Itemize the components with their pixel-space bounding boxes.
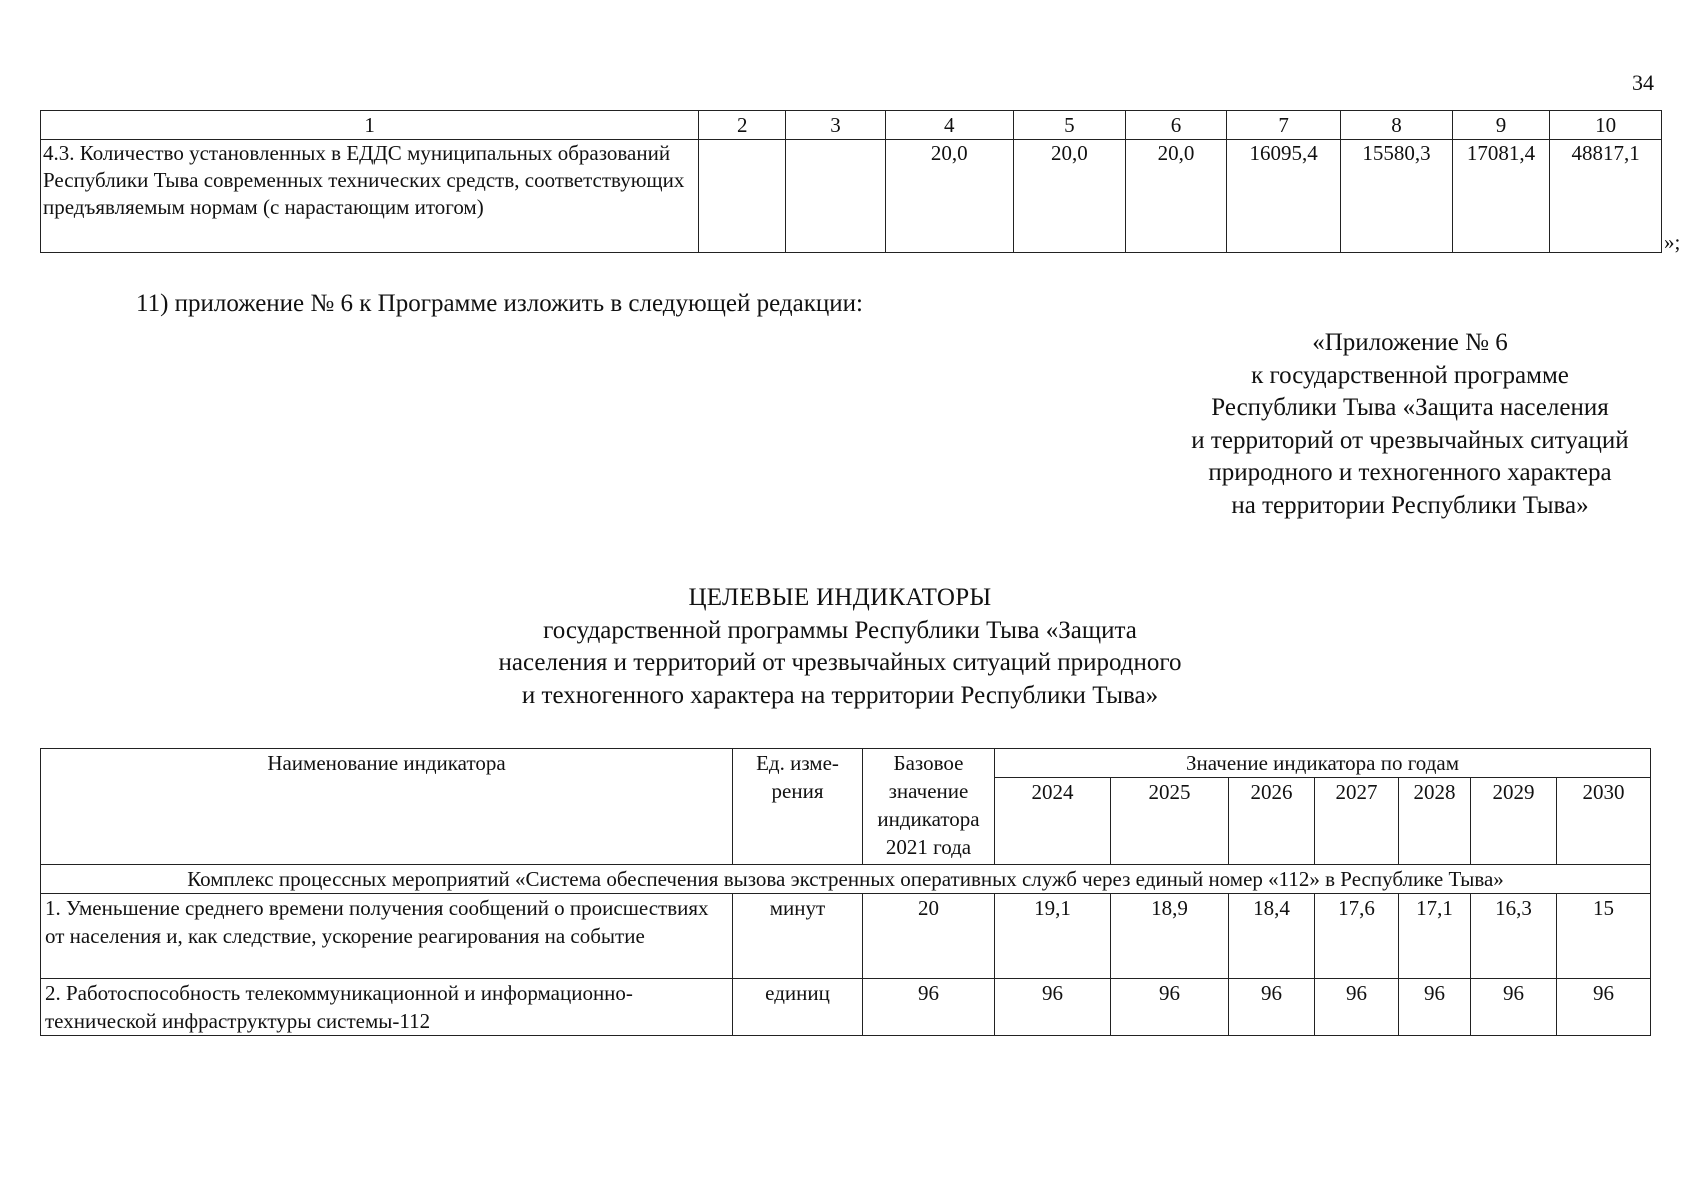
col-number: 1 bbox=[41, 111, 699, 140]
table-row bbox=[41, 894, 1651, 979]
section-row bbox=[41, 865, 1651, 894]
table-row bbox=[41, 979, 1651, 1036]
document-title bbox=[400, 582, 1280, 712]
header-year: 2029 bbox=[1471, 778, 1557, 865]
indicator-name: 4.3. Количество установленных в ЕДДС муниципальных образований Республики Тыва современных технических средств, соответствующих предъявляемым нормам (с нарастающим итогом) bbox=[41, 140, 699, 253]
col-number: 8 bbox=[1341, 111, 1453, 140]
cell-value: 15580,3 bbox=[1341, 140, 1453, 253]
indicator-value: 17,6 bbox=[1315, 894, 1399, 979]
top-table bbox=[40, 110, 1662, 253]
col-number: 4 bbox=[885, 111, 1013, 140]
indicator-value: 96 bbox=[1229, 979, 1315, 1036]
title-line: населения и территорий от чрезвычайных ситуаций природного bbox=[498, 649, 1182, 676]
header-year: 2027 bbox=[1315, 778, 1399, 865]
header-year: 2030 bbox=[1557, 778, 1651, 865]
indicator-value: 18,4 bbox=[1229, 894, 1315, 979]
instruction-text: 11) приложение № 6 к Программе изложить в следующей редакции: bbox=[136, 290, 863, 317]
cell-value: 48817,1 bbox=[1550, 140, 1662, 253]
appendix-line: природного и техногенного характера bbox=[1208, 459, 1612, 486]
appendix-line: Республики Тыва «Защита населения bbox=[1211, 394, 1609, 421]
header-year: 2024 bbox=[995, 778, 1111, 865]
col-number: 5 bbox=[1013, 111, 1125, 140]
indicator-value: 96 bbox=[1315, 979, 1399, 1036]
closing-quote: »; bbox=[1664, 230, 1681, 254]
section-title: Комплекс процессных мероприятий «Система обеспечения вызова экстренных оперативных служб через единый номер «112» в Республике Тыва» bbox=[41, 865, 1651, 894]
appendix-line: и территорий от чрезвычайных ситуаций bbox=[1191, 426, 1629, 454]
cell-value: 20,0 bbox=[885, 140, 1013, 253]
indicator-base: 20 bbox=[863, 894, 995, 979]
indicator-unit: минут bbox=[733, 894, 863, 979]
col-number: 3 bbox=[786, 111, 885, 140]
indicator-value: 19,1 bbox=[995, 894, 1111, 979]
indicator-name: 1. Уменьшение среднего времени получения сообщений о происшествиях от населения и, как следствие, ускорение реагирования на событие bbox=[41, 894, 733, 979]
col-number: 9 bbox=[1452, 111, 1549, 140]
indicator-value: 96 bbox=[1557, 979, 1651, 1036]
title-line: государственной программы Республики Тыва «Защита bbox=[543, 616, 1137, 644]
indicator-value: 96 bbox=[1471, 979, 1557, 1036]
indicators-table bbox=[40, 748, 1651, 1036]
table-row bbox=[41, 140, 1662, 253]
indicator-base: 96 bbox=[863, 979, 995, 1036]
col-number: 10 bbox=[1550, 111, 1662, 140]
appendix-reference bbox=[1150, 327, 1670, 522]
appendix-line: к государственной программе bbox=[1251, 361, 1569, 389]
appendix-line: на территории Республики Тыва» bbox=[1231, 491, 1589, 519]
indicator-unit: единиц bbox=[733, 979, 863, 1036]
cell-value bbox=[699, 140, 786, 253]
col-number: 6 bbox=[1125, 111, 1226, 140]
header-unit: Ед. изме-рения bbox=[733, 749, 863, 865]
header-year: 2025 bbox=[1111, 778, 1229, 865]
top-table-header-row bbox=[41, 111, 1662, 140]
indicator-value: 15 bbox=[1557, 894, 1651, 979]
table-header-row bbox=[41, 749, 1651, 778]
header-year: 2026 bbox=[1229, 778, 1315, 865]
header-base-value: Базовое значение индикатора 2021 года bbox=[863, 749, 995, 865]
indicator-value: 17,1 bbox=[1399, 894, 1471, 979]
cell-value: 20,0 bbox=[1125, 140, 1226, 253]
indicator-name: 2. Работоспособность телекоммуникационной и информационно-технической инфраструктуры системы-112 bbox=[41, 979, 733, 1036]
header-years-group: Значение индикатора по годам bbox=[995, 749, 1651, 778]
col-number: 2 bbox=[699, 111, 786, 140]
title-line: и техногенного характера на территории Республики Тыва» bbox=[521, 681, 1159, 709]
col-number: 7 bbox=[1227, 111, 1341, 140]
cell-value: 17081,4 bbox=[1452, 140, 1549, 253]
page-number: 34 bbox=[1632, 70, 1654, 95]
title-main: ЦЕЛЕВЫЕ ИНДИКАТОРЫ bbox=[688, 584, 992, 611]
indicator-value: 96 bbox=[995, 979, 1111, 1036]
indicator-value: 96 bbox=[1399, 979, 1471, 1036]
appendix-line: «Приложение № 6 bbox=[1312, 329, 1508, 356]
cell-value: 16095,4 bbox=[1227, 140, 1341, 253]
cell-value: 20,0 bbox=[1013, 140, 1125, 253]
header-indicator-name: Наименование индикатора bbox=[41, 749, 733, 865]
cell-value bbox=[786, 140, 885, 253]
indicator-value: 18,9 bbox=[1111, 894, 1229, 979]
indicator-value: 16,3 bbox=[1471, 894, 1557, 979]
indicator-value: 96 bbox=[1111, 979, 1229, 1036]
header-year: 2028 bbox=[1399, 778, 1471, 865]
